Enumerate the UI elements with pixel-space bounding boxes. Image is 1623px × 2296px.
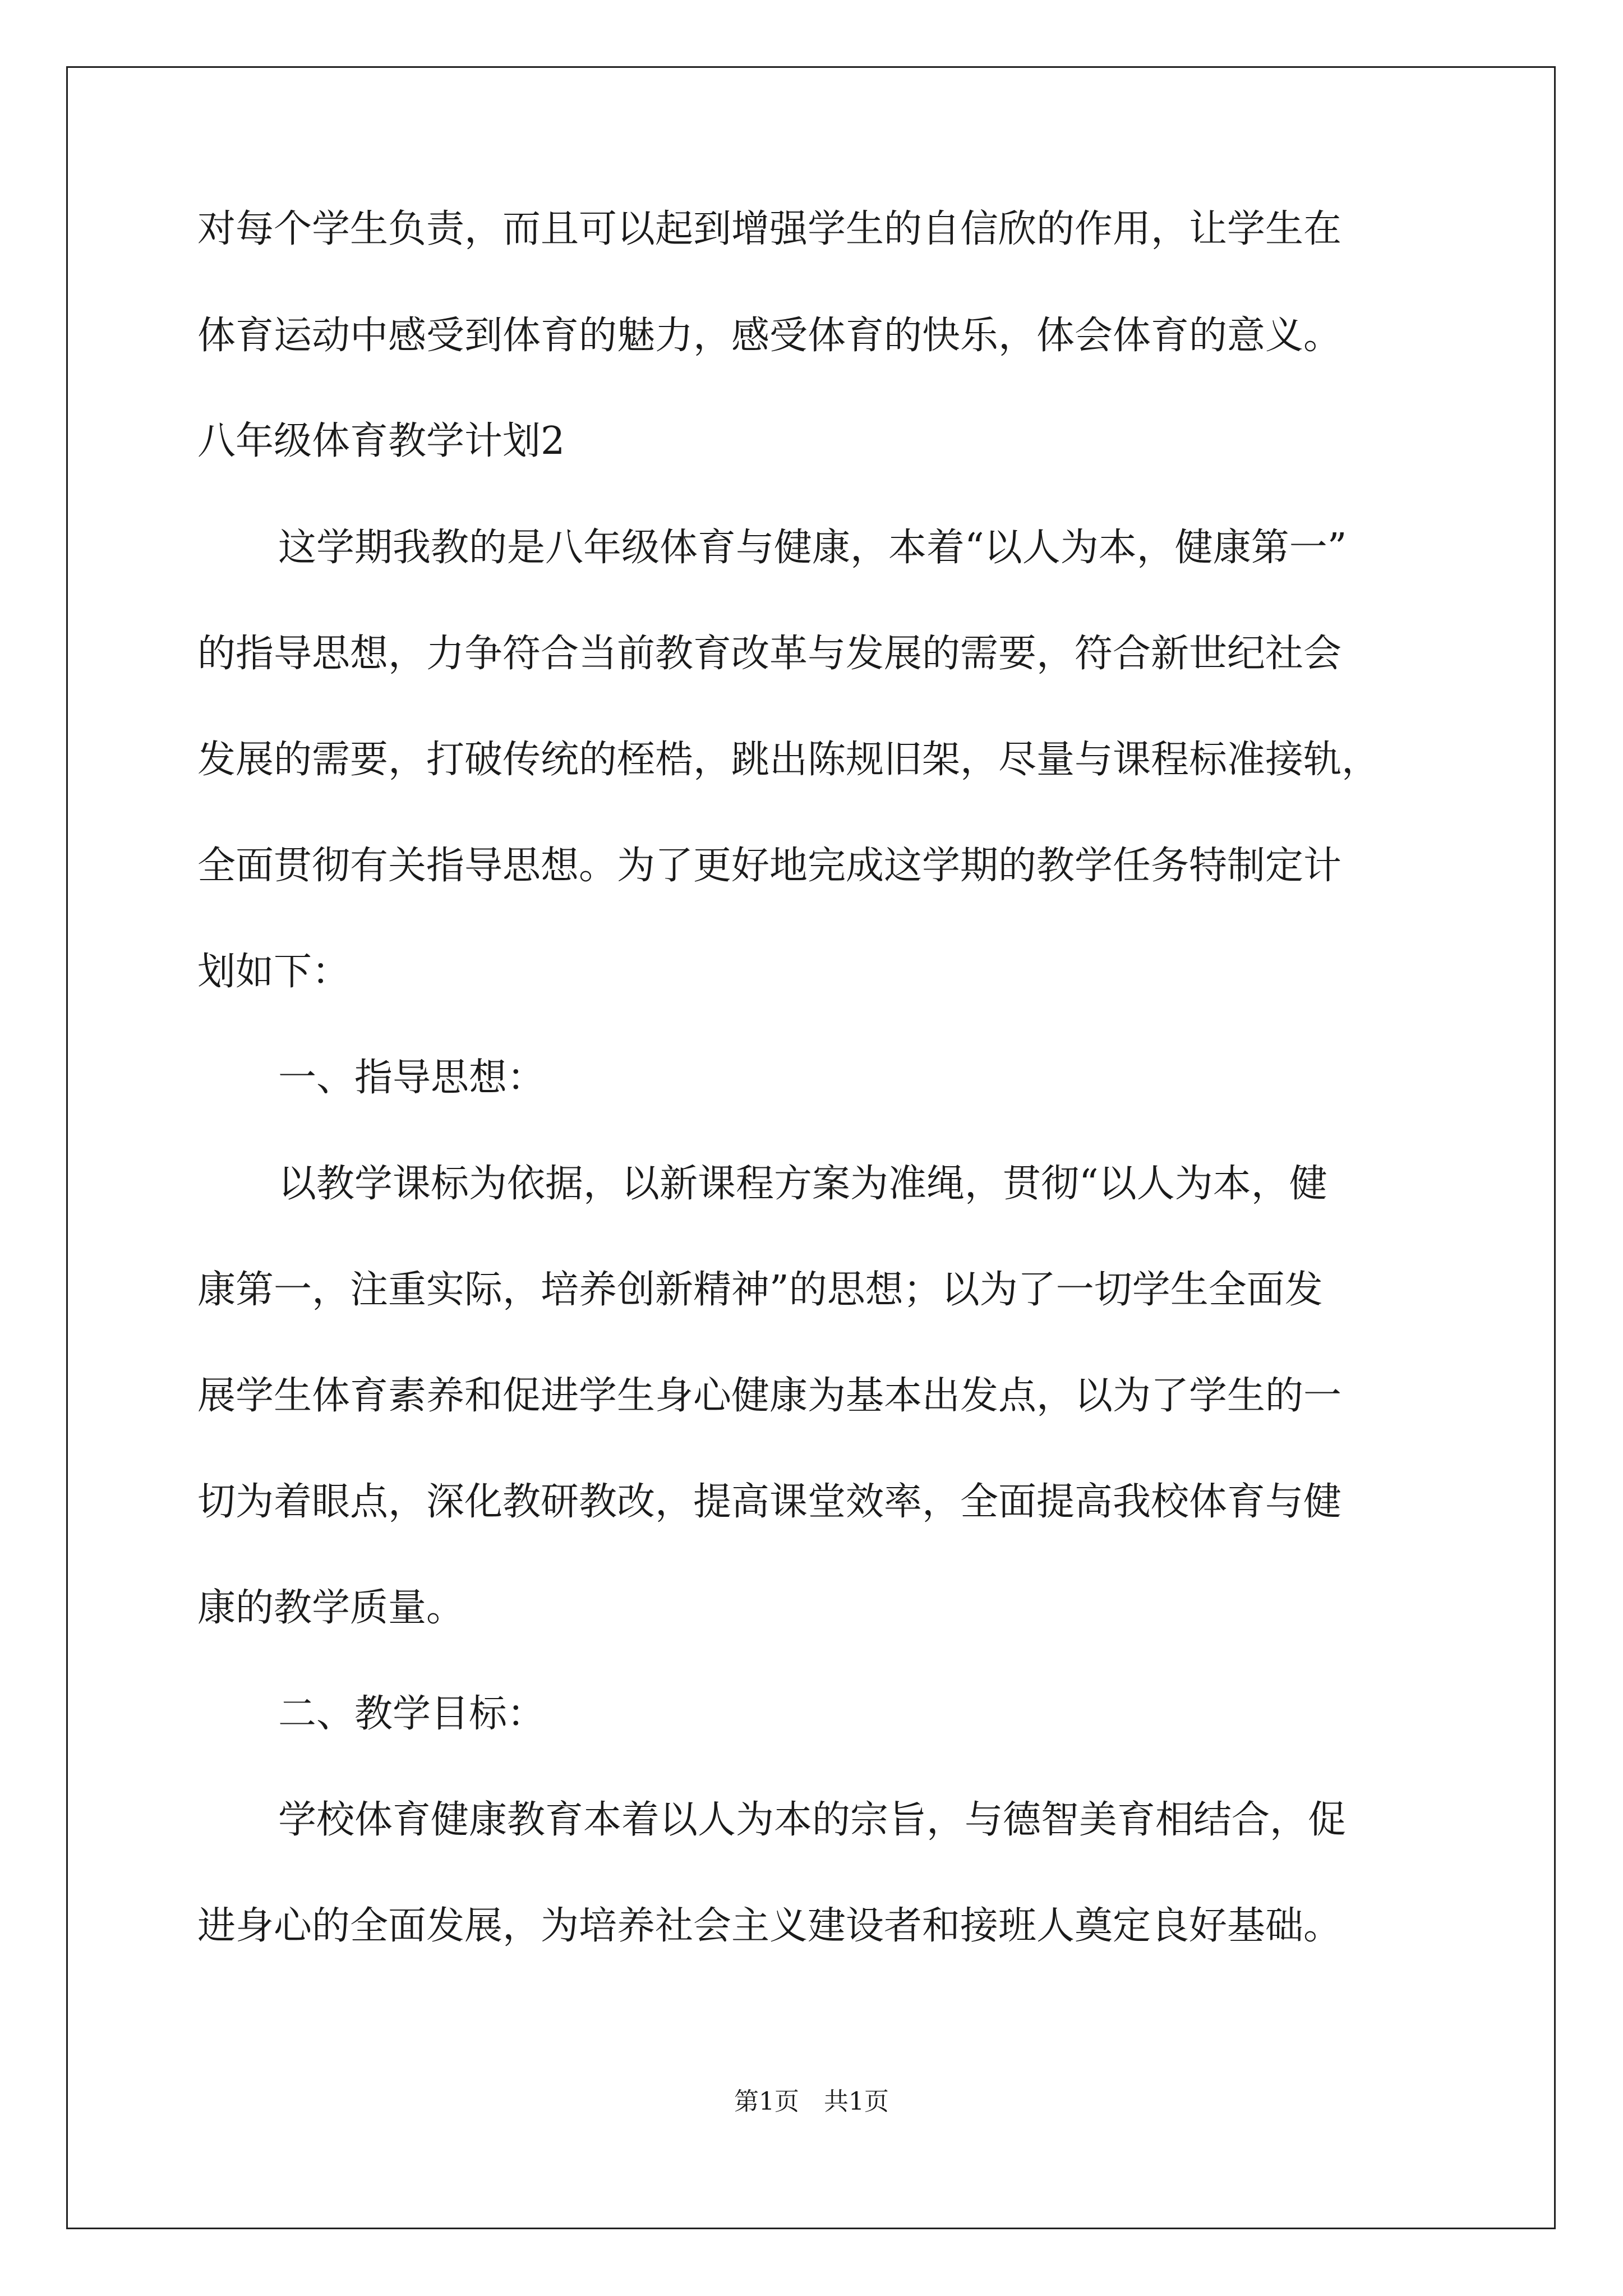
body-text-line: 康的教学质量。 [197,1586,465,1630]
subsection-heading: 一、指导思想： [278,1056,546,1100]
body-text-line: 对每个学生负责，而且可以起到增强学生的自信欣的作用，让学生在 [197,207,1342,251]
body-text-line: 进身心的全面发展，为培养社会主义建设者和接班人奠定良好基础。 [197,1904,1342,1948]
body-text-line: 切为着眼点，深化教研教改，提高课堂效率，全面提高我校体育与健 [197,1480,1342,1524]
body-text-line: 的指导思想，力争符合当前教育改革与发展的需要，符合新世纪社会 [197,632,1342,676]
body-text-line: 全面贯彻有关指导思想。为了更好地完成这学期的教学任务特制定计 [197,844,1342,888]
body-text-line: 展学生体育素养和促进学生身心健康为基本出发点，以为了学生的一 [197,1374,1342,1418]
body-text-line: 发展的需要，打破传统的桎梏，跳出陈规旧架，尽量与课程标准接轨， [197,738,1380,782]
body-text-line: 体育运动中感受到体育的魅力，感受体育的快乐，体会体育的意义。 [197,314,1342,358]
paragraph-first-line: 学校体育健康教育本着以人为本的宗旨，与德智美育相结合，促 [278,1798,1347,1842]
paragraph-first-line: 这学期我教的是八年级体育与健康，本着“以人为本，健康第一” [278,526,1347,570]
subsection-heading: 二、教学目标： [278,1692,546,1736]
body-text-line: 划如下： [197,950,351,994]
section-title: 八年级体育教学计划2 [197,419,565,463]
body-text-line: 康第一，注重实际，培养创新精神”的思想；以为了一切学生全面发 [197,1268,1323,1312]
paragraph-first-line: 以教学课标为依据，以新课程方案为准绳，贯彻“以人为本，健 [278,1162,1327,1206]
page-number-footer: 第1页 共1页 [734,2087,889,2116]
